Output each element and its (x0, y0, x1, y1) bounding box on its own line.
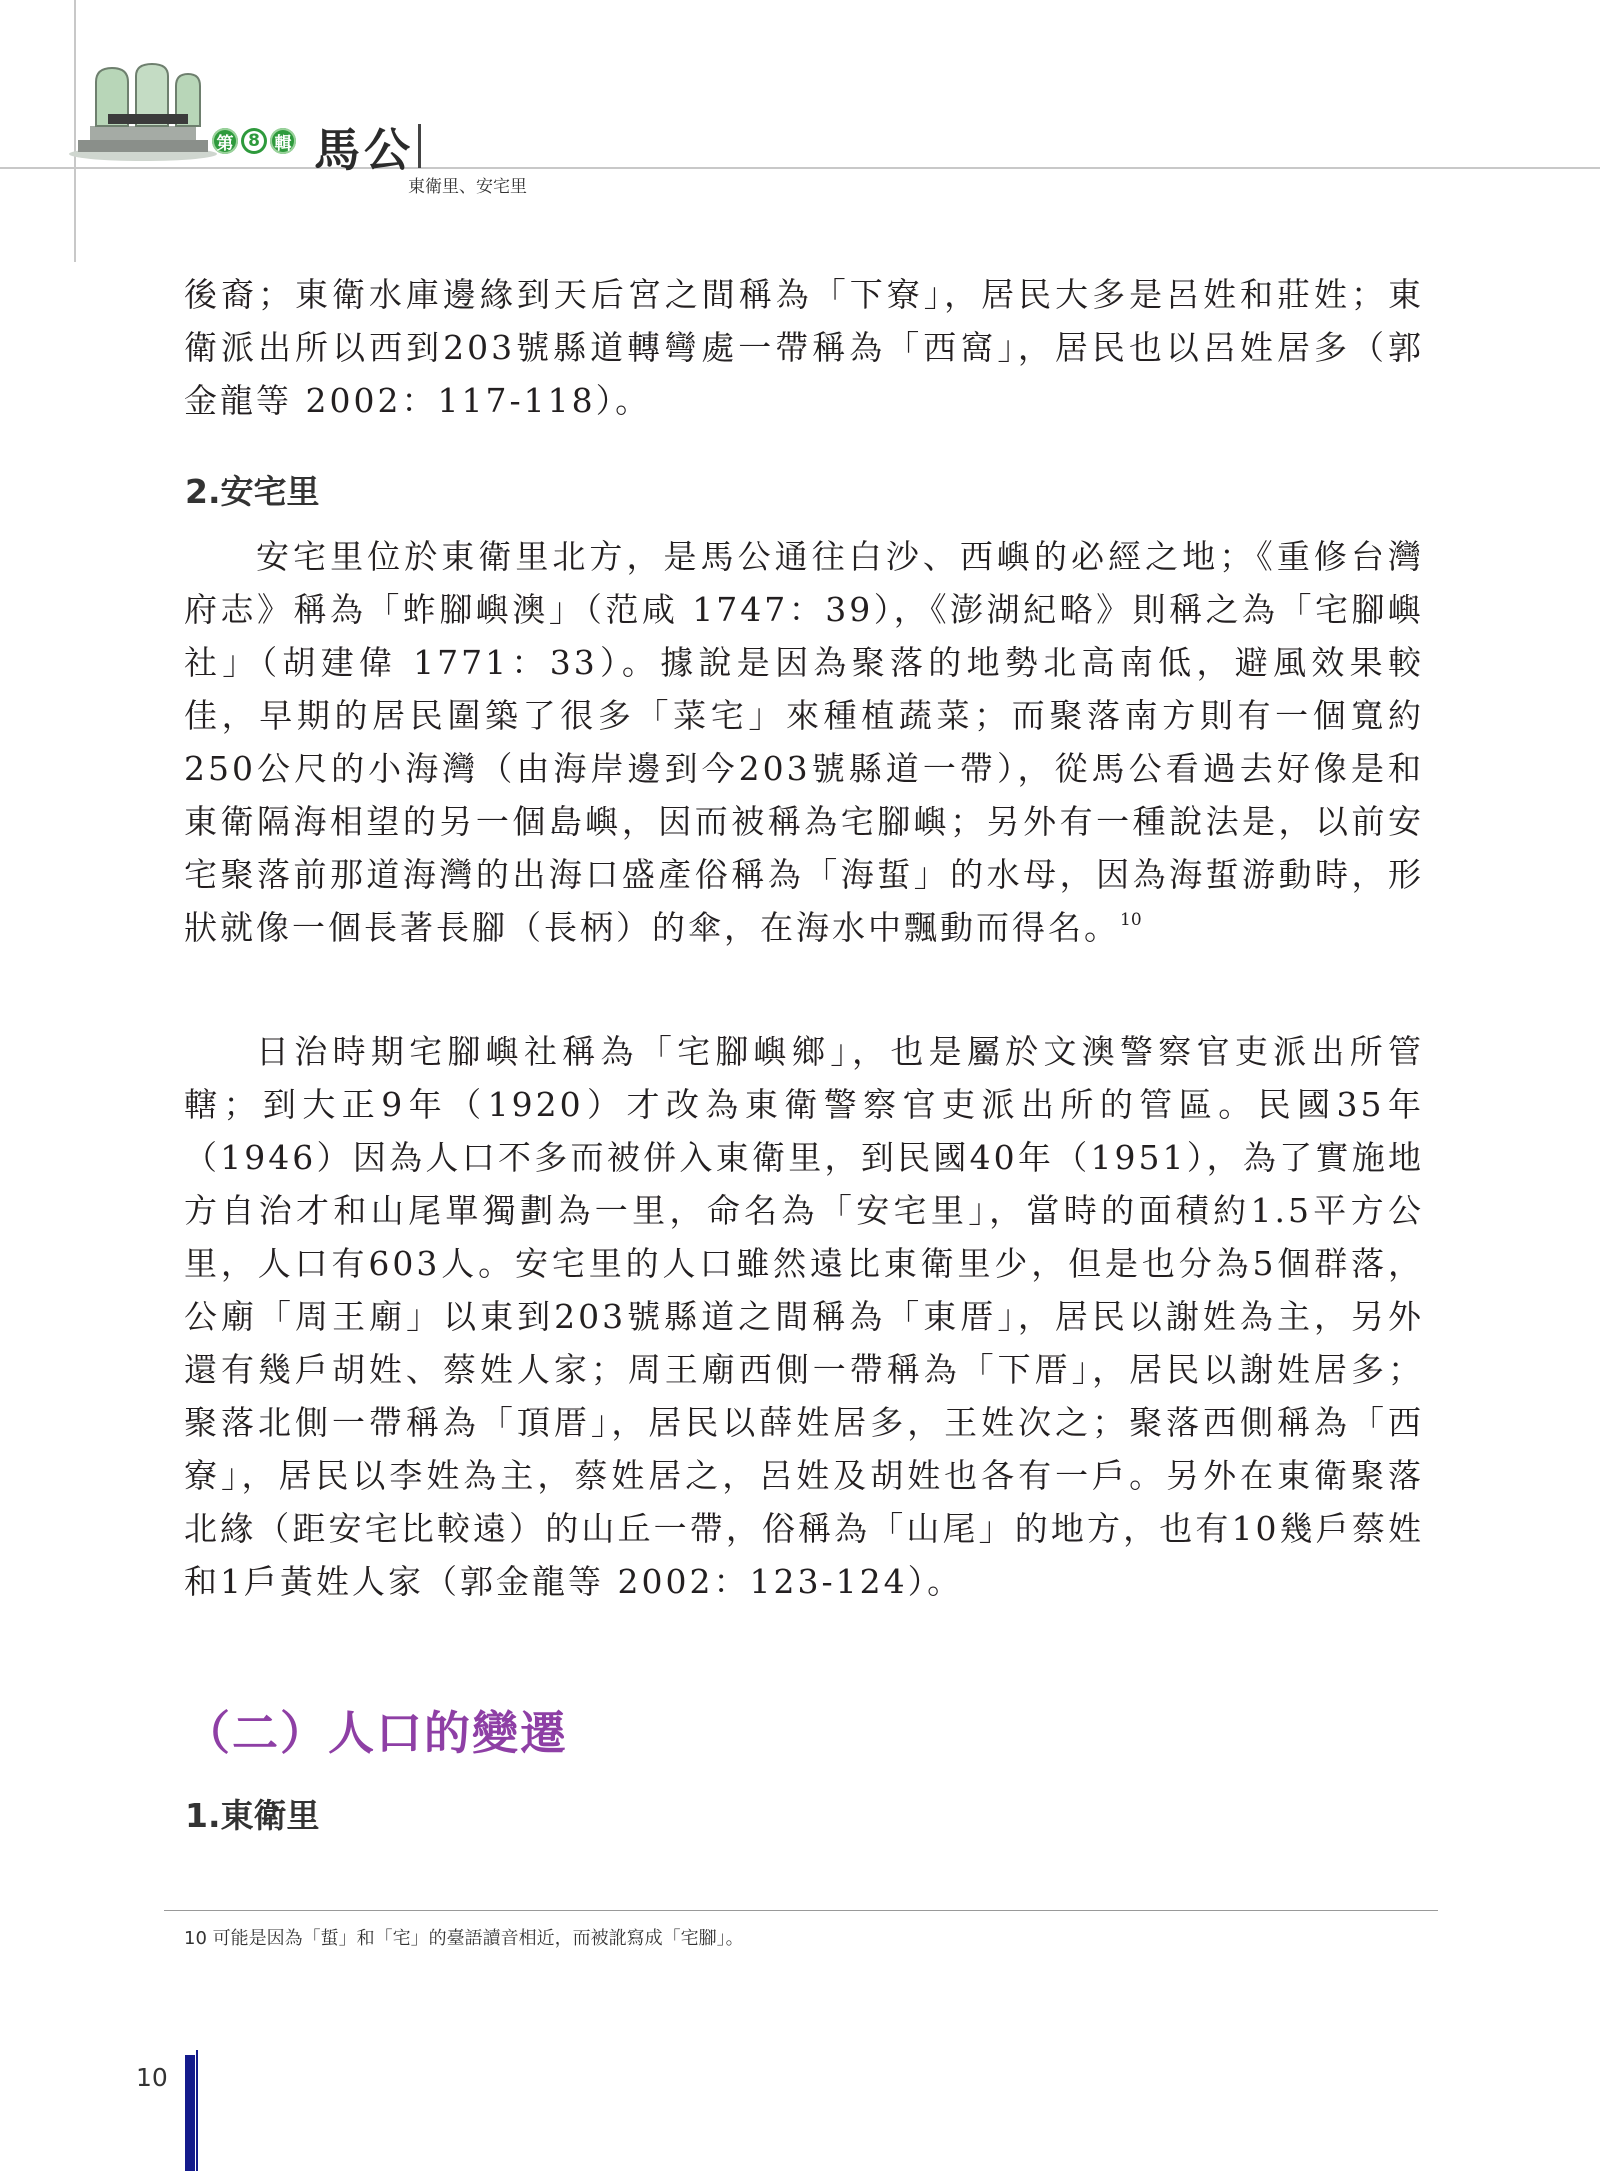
footnote-reference[interactable]: 10 (1120, 910, 1142, 930)
subheading-anzhai: 2.安宅里 (185, 472, 320, 511)
volume-badge-char: 第 (212, 128, 238, 154)
volume-number: 8 (241, 128, 267, 154)
footnote: 10 可能是因為「蜇」和「宅」的臺語讀音相近，而被訛寫成「宅腳」。 (184, 1928, 744, 1949)
page-number: 10 (136, 2063, 168, 2092)
page-side-bar-thin (196, 2050, 198, 2171)
volume-badge (212, 128, 296, 154)
section-heading: （二）人口的變遷 (184, 1706, 568, 1760)
header-horizontal-rule (0, 167, 1600, 169)
paragraph-2-text: 安宅里位於東衛里北方，是馬公通往白沙、西嶼的必經之地；《重修台灣府志》稱為「蚱腳嶼澳」（范咸 1747：39），《澎湖紀略》則稱之為「宅腳嶼社」（胡建偉 1771：33）。據說是因為聚落的地勢北高南低，避風效果較佳，早期的居民圍築了很多「菜宅」來種植蔬菜；而聚落南方則有一個寬約250公尺的小海灣（由海岸邊到今203號縣道一帶），從馬公看過去好像是和東衛隔海相望的另一個島嶼，因而被稱為宅腳嶼；另外有一種說法是，以前安宅聚落前那道海灣的出海口盛產俗稱為「海蜇」的水母，因為海蜇游動時，形狀就像一個長著長腳（長柄）的傘，在海水中飄動而得名。 (184, 537, 1424, 947)
book-title: 馬公 (314, 123, 414, 177)
subheading-dongwei: 1.東衛里 (185, 1796, 320, 1835)
footnote-rule (164, 1910, 1438, 1911)
page-side-bar (185, 2055, 195, 2171)
chapter-subtitle: 東衛里、安宅里 (408, 177, 527, 197)
monument-logo-icon (68, 62, 218, 162)
title-divider (418, 124, 421, 168)
paragraph-1: 後裔；東衛水庫邊緣到天后宮之間稱為「下寮」，居民大多是呂姓和莊姓；東衛派出所以西到203號縣道轉彎處一帶稱為「西窩」，居民也以呂姓居多（郭金龍等 2002：117-118）。 (184, 275, 1424, 420)
volume-badge-char: 輯 (270, 128, 296, 154)
paragraph-3: 日治時期宅腳嶼社稱為「宅腳嶼鄉」，也是屬於文澳警察官吏派出所管轄；到大正9年（1920）才改為東衛警察官吏派出所的管區。民國35年（1946）因為人口不多而被併入東衛里，到民國40年（1951），為了實施地方自治才和山尾單獨劃為一里，命名為「安宅里」，當時的面積約1.5平方公里，人口有603人。安宅里的人口雖然遠比東衛里少，但是也分為5個群落，公廟「周王廟」以東到203號縣道之間稱為「東厝」，居民以謝姓為主，另外還有幾戶胡姓、蔡姓人家；周王廟西側一帶稱為「下厝」，居民以謝姓居多；聚落北側一帶稱為「頂厝」，居民以薛姓居多，王姓次之；聚落西側稱為「西寮」，居民以李姓為主，蔡姓居之，呂姓及胡姓也各有一戶。另外在東衛聚落北緣（距安宅比較遠）的山丘一帶，俗稱為「山尾」的地方，也有10幾戶蔡姓和1戶黃姓人家（郭金龍等 2002：123-124）。 (184, 1032, 1424, 1601)
paragraph-2 (184, 530, 1424, 954)
